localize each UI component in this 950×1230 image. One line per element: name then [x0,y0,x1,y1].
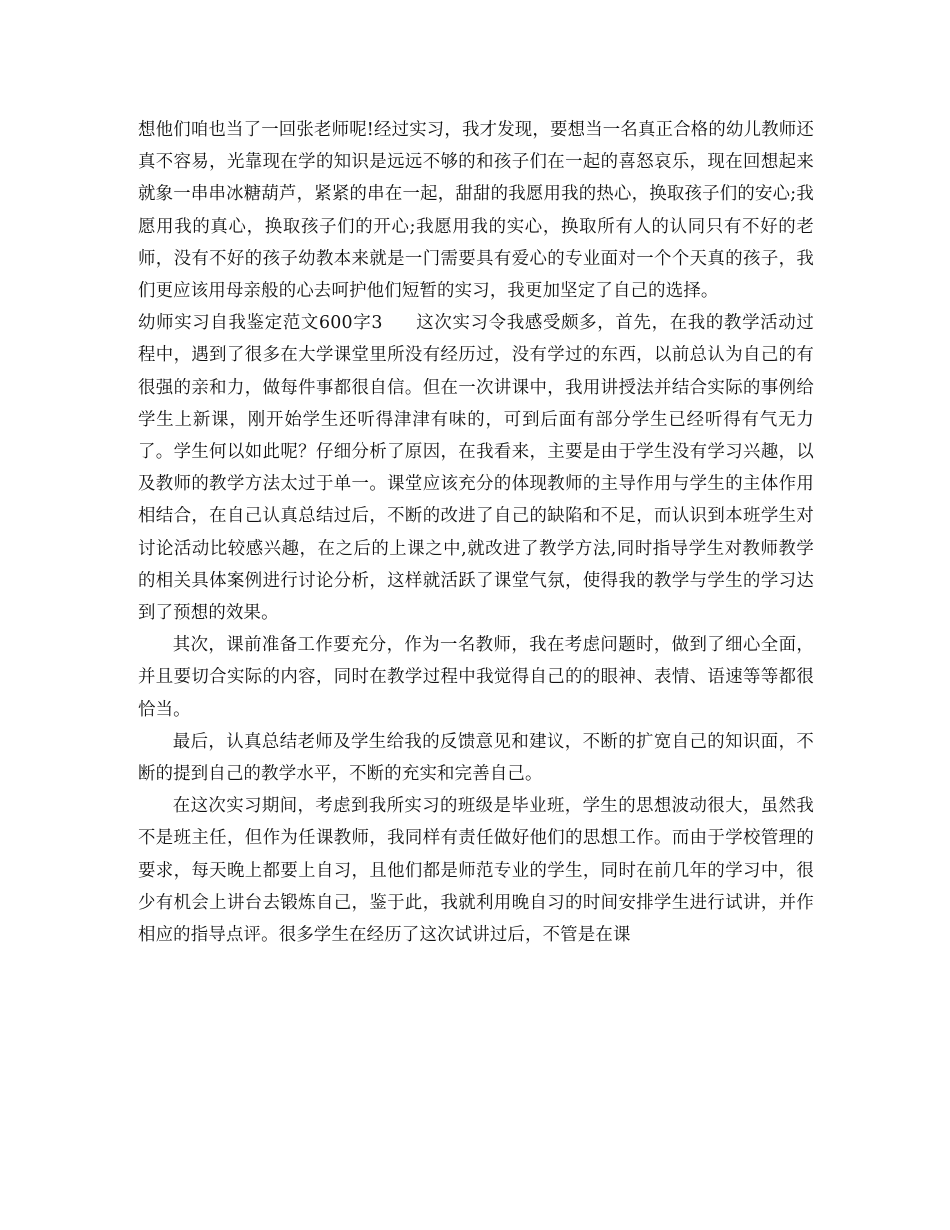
section-heading: 幼师实习自我鉴定范文600字3 [138,313,383,334]
paragraph-internship-period: 在这次实习期间，考虑到我所实习的班级是毕业班，学生的思想波动很大，虽然我不是班主任，但作为任课教师，我同样有责任做好他们的思想工作。而由于学校管理的要求，每天晚上都要上自习，且他们都是师范专业的学生，同时在前几年的学习中，很少有机会上讲台去锻炼自己，鉴于此，我就利用晚自习的时间安排学生进行试讲，并作相应的指导点评。很多学生在经历了这次试讲过后，不管是在课 [138,796,814,946]
paragraph-finally: 最后，认真总结老师及学生给我的反馈意见和建议，不断的扩宽自己的知识面，不断的提到自己的教学水平，不断的充实和完善自己。 [138,731,814,785]
paragraph-secondly: 其次，课前准备工作要充分，作为一名教师，我在考虑问题时，做到了细心全面，并且要切合实际的内容，同时在教学过程中我觉得自己的的眼神、表情、语速等等都很恰当。 [138,635,814,720]
section-3-body: 这次实习令我感受颇多，首先，在我的教学活动过程中，遇到了很多在大学课堂里所没有经历过，没有学过的东西，以前总认为自己的有很强的亲和力，做每件事都很自信。但在一次讲课中，我用讲授法并结合实际的事例给学生上新课，刚开始学生还听得津津有味的，可到后面有部分学生已经听得有气无力了。学生何以如此呢？仔细分析了原因，在我看来，主要是由于学生没有学习兴趣，以及教师的教学方法太过于单一。课堂应该充分的体现教师的主导作用与学生的主体作用相结合，在自己认真总结过后，不断的改进了自己的缺陷和不足，而认识到本班学生对讨论活动比较感兴趣，在之后的上课之中,就改进了教学方法,同时指导学生对教师教学的相关具体案例进行讨论分析，这样就活跃了课堂气氛，使得我的教学与学生的学习达到了预想的效果。 [138,313,814,624]
document-body [138,114,814,951]
paragraph-section-3 [138,307,814,629]
paragraph-continuation: 想他们咱也当了一回张老师呢!经过实习，我才发现，要想当一名真正合格的幼儿教师还真不容易，光靠现在学的知识是远远不够的和孩子们在一起的喜怒哀乐，现在回想起来就象一串串冰糖葫芦，紧紧的串在一起，甜甜的我愿用我的热心，换取孩子们的安心;我愿用我的真心，换取孩子们的开心;我愿用我的实心，换取所有人的认同只有不好的老师，没有不好的孩子幼教本来就是一门需要具有爱心的专业面对一个个天真的孩子，我们更应该用母亲般的心去呵护他们短暂的实习，我更加坚定了自己的选择。 [138,120,814,302]
